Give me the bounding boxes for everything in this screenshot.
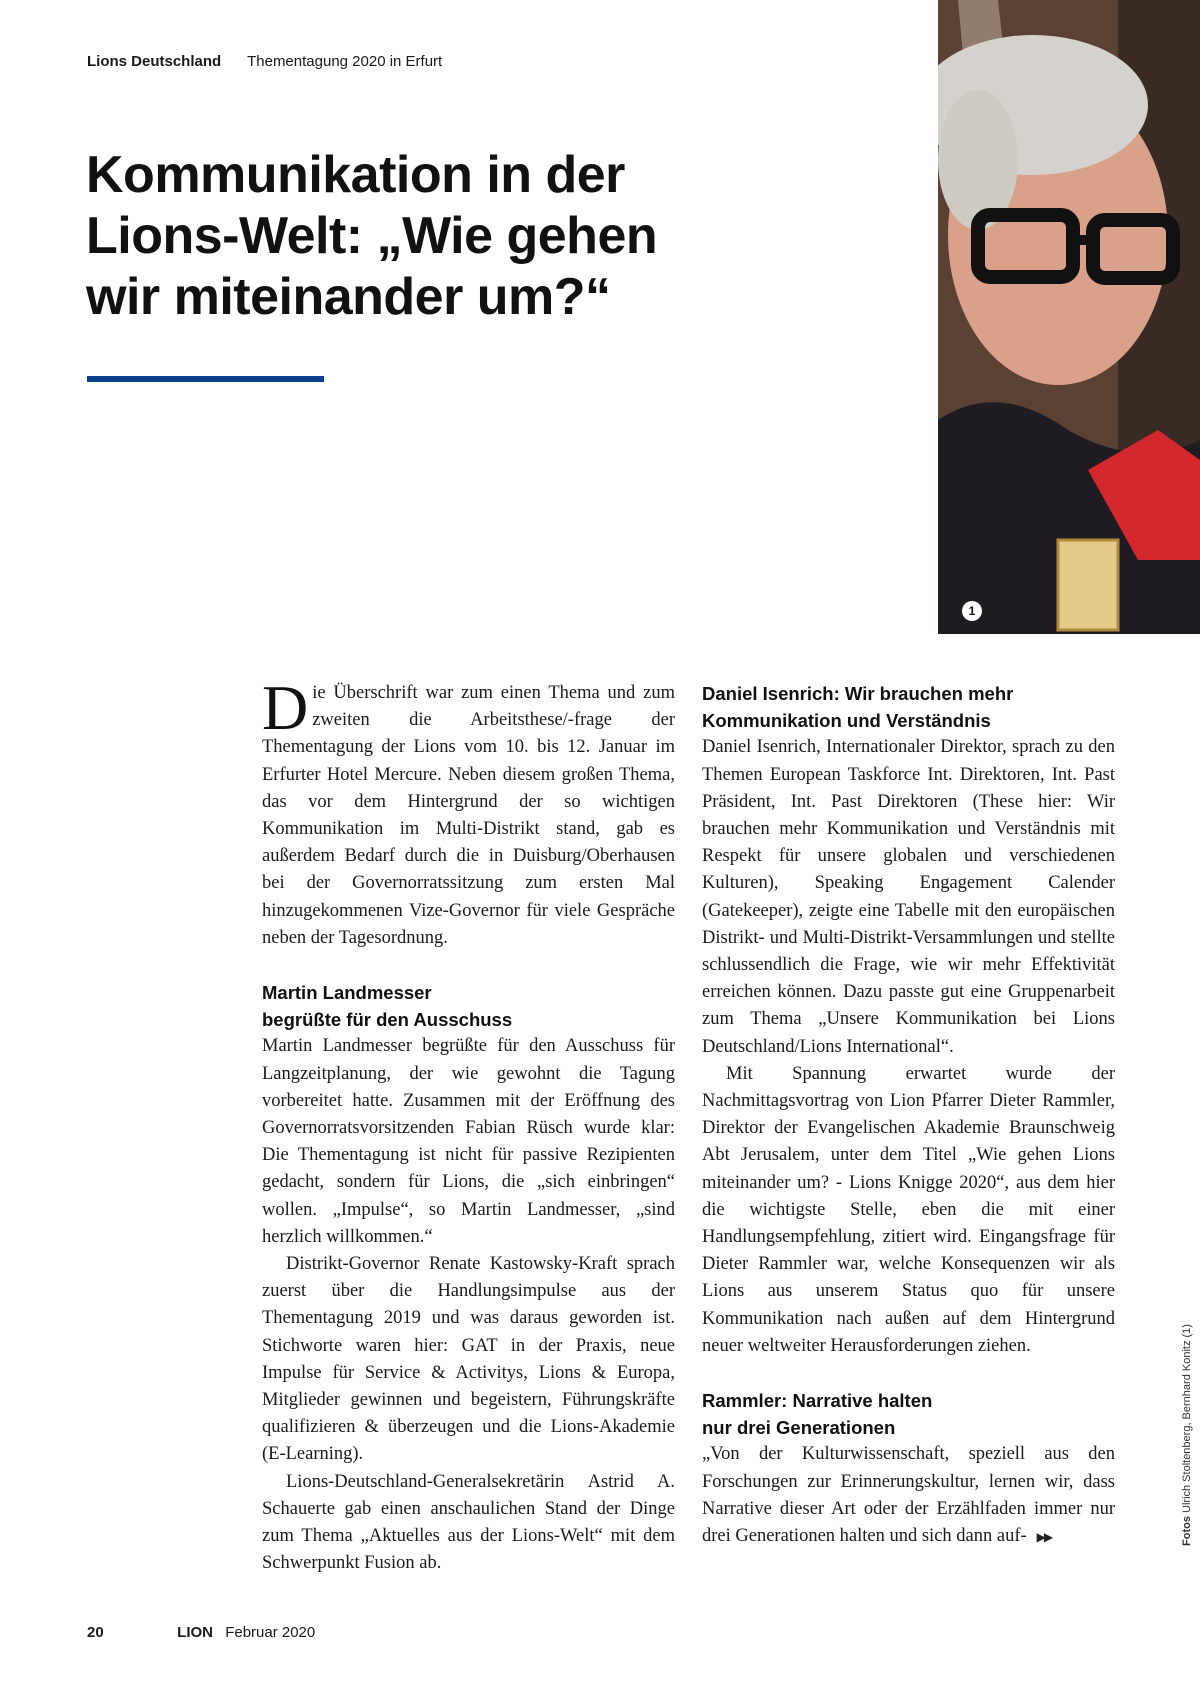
photo-number-badge: 1 [962,601,982,621]
subhead-rammler [702,1387,1115,1441]
subhead-landmesser [262,979,675,1033]
photo-credit-text: Ulrich Stoltenberg, Bernhard Konitz (1) [1181,1324,1193,1513]
subhead-rammler-line2: nur drei Generationen [702,1417,896,1439]
header-topic: Thementagung 2020 in Erfurt [247,53,443,70]
subhead-isenrich [702,680,1115,734]
photo-credit [1181,1324,1193,1546]
page-header [87,53,442,70]
paragraph-kastowsky: Distrikt-Governor Renate Kastowsky-Kraft sprach zuerst über die Handlungsimpulse aus der Thementagung 2019 und was daraus geworden ist. Stichworte waren hier: GAT in der Praxis, neue Impulse für Service & Activitys, Lions & Europa, Mitglieder gewinnen und begeistern, Führungskräfte qualifizieren & überzeugen und die Lions-Akademie (E-Learning). [262,1254,675,1465]
headline-rule [87,376,324,382]
subhead-rammler-line1: Rammler: Narrative halten [702,1390,933,1412]
paragraph-isenrich: Daniel Isenrich, Internationaler Direktor, sprach zu den Themen European Taskforce Int. Direktoren, Int. Past Präsident, Int. Past Direktoren (These hier: Wir brauchen mehr Kommunikation und Verständnis mit Respekt für unsere globalen und verschiedenen Kulturen), Speaking Engagement Calender (Gatekeeper), zeigte eine Tabelle mit den europäischen Distrikt- und Multi-Distrikt-Versammlungen und stellte schlussendlich die Frage, wie wir mehr Effektivität erreichen können. Dazu passte gut eine Gruppenarbeit zum Thema „Unsere Kommunikation bei Lions Deutschland/Lions International“. [702,737,1115,1057]
paragraph-landmesser: Martin Landmesser begrüßte für den Ausschuss für Langzeitplanung, der wie gewohnt die Tagung vorbereitet hatte. Zusammen mit der Eröffnung des Governorratsvorsitzenden Fabian Rüsch wurde klar: Die Thementagung ist nicht für passive Rezipienten gedacht, sondern für Lions, die „sich einbringen“ wollen. „Impulse“, so Martin Landmesser, „sind herzlich willkommen.“ [262,1036,675,1247]
page-number: 20 [87,1624,104,1641]
paragraph-schauerte: Lions-Deutschland-Generalsekretärin Astrid A. Schauerte gab einen anschaulichen Stand der Dinge zum Thema „Aktuelles aus der Lions-Welt“ mit dem Schwerpunkt Fusion ab. [262,1471,675,1574]
intro-paragraph [262,672,675,952]
paragraph-rammler-intro: Mit Spannung erwartet wurde der Nachmittagsvortrag von Lion Pfarrer Dieter Rammler, Direktor der Evangelischen Akademie Braunschweig Abt Jerusalem, unter dem Titel „Wie gehen Lions miteinander um? - Lions Knigge 2020“, aus dem hier die wichtigste Stelle, eben die mit einer Handlungsempfehlung, zitiert wird. Eingangsfrage für Dieter Rammler war, welche Konsequenzen wir als Lions aus unserem Status quo für unsere Kommunikation nach außen auf dem Hintergrund neuer weltweiter Herausforderungen ziehen. [702,1063,1115,1356]
portrait-photo [938,0,1200,634]
photo-credit-label: Fotos [1181,1516,1193,1546]
intro-text: ie Überschrift war zum einen Thema und zum zweiten die Arbeitsthese/-frage der Thementagung der Lions vom 10. bis 12. Januar im Erfurter Hotel Mercure. Neben diesem großen Thema, das vor dem Hintergrund der so wichtigen Kommunikation im Multi-Distrikt stand, gab es außerdem Bedarf durch die in Duisburg/Oberhausen bei der Governorratssitzung zum ersten Mal hinzugekommenen Vize-Governor für viele Gespräche neben der Tagesordnung. [262,683,675,948]
portrait-illustration [938,0,1200,634]
header-section: Lions Deutschland [87,53,222,70]
subhead-isenrich-line2: Kommunikation und Verständnis [702,710,991,732]
article-column-1 [262,672,675,1578]
subhead-landmesser-line1: Martin Landmesser [262,982,432,1004]
article-headline: Kommunikation in der Lions-Welt: „Wie gehen wir miteinander um?“ [86,146,658,326]
paragraph-rammler-quote [702,1441,1115,1551]
article-column-2 [702,680,1115,1551]
issue-date: Februar 2020 [225,1624,316,1641]
page-footer [87,1624,315,1641]
magazine-name: LION [177,1624,214,1641]
subhead-isenrich-line1: Daniel Isenrich: Wir brauchen mehr [702,683,1014,704]
subhead-landmesser-line2: begrüßte für den Ausschuss [262,1009,513,1031]
dropcap: D [262,672,309,743]
continue-arrow-icon: ▶▶ [1036,1530,1052,1545]
quote-text: „Von der Kulturwissenschaft, speziell aus den Forschungen zur Erinnerungskultur, lernen wir, dass Narrative dieser Art oder der Erzählfaden immer nur drei Generationen halten und sich dann auf- [702,1444,1115,1547]
